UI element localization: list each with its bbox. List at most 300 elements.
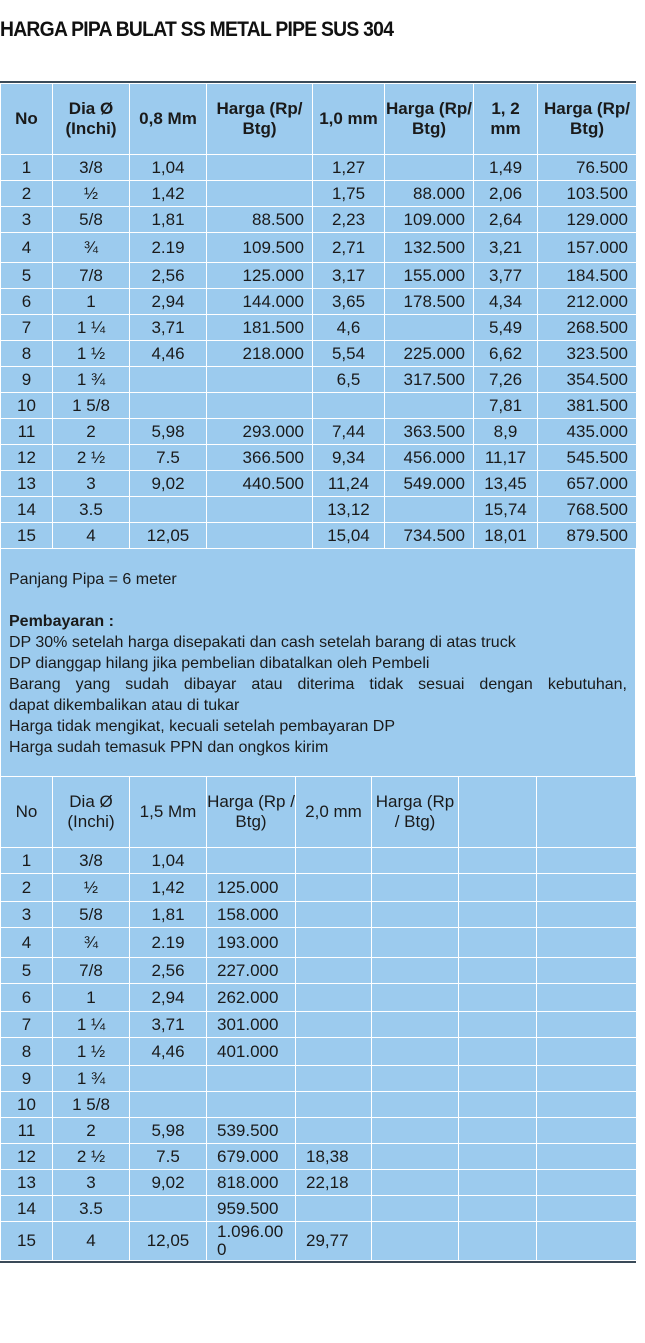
cell-no: 5 [1, 263, 53, 289]
cell-price: 301.000 [207, 1012, 296, 1038]
cell-price: 549.000 [385, 471, 474, 497]
table-row [1, 1170, 637, 1196]
cell-thickness [313, 393, 385, 419]
cell-diameter: 7/8 [53, 263, 130, 289]
cell-thickness: 13,12 [313, 497, 385, 523]
cell-diameter: 1 5/8 [53, 1092, 130, 1118]
cell-thickness [296, 1196, 372, 1222]
cell-no: 2 [1, 874, 53, 902]
header-price-1-2: Harga (Rp/ Btg) [538, 84, 637, 155]
cell-price: 109.500 [207, 233, 313, 263]
cell-thickness: 4,34 [474, 289, 538, 315]
cell-thickness [296, 1038, 372, 1066]
header-price-1-5: Harga (Rp / Btg) [207, 777, 296, 848]
table-row [1, 445, 637, 471]
payment-line: Harga tidak mengikat, kecuali setelah pembayaran DP [9, 718, 395, 735]
cell-no: 15 [1, 1222, 53, 1261]
cell-diameter: 3/8 [53, 848, 130, 874]
cell-thickness: 7,81 [474, 393, 538, 419]
cell-diameter: 2 ½ [53, 445, 130, 471]
header-empty [459, 777, 537, 848]
cell-diameter: 1 [53, 289, 130, 315]
cell-thickness: 5,54 [313, 341, 385, 367]
cell-no: 8 [1, 1038, 53, 1066]
cell-thickness: 12,05 [130, 1222, 207, 1261]
cell-thickness: 2,64 [474, 207, 538, 233]
cell-price: 323.500 [538, 341, 637, 367]
cell-diameter: 3.5 [53, 1196, 130, 1222]
header-price-1-0: Harga (Rp/ Btg) [385, 84, 474, 155]
table-row [1, 1038, 637, 1066]
cell-price: 125.000 [207, 874, 296, 902]
cell-price: 212.000 [538, 289, 637, 315]
cell-thickness: 18,01 [474, 523, 538, 549]
cell-thickness: 22,18 [296, 1170, 372, 1196]
cell-price: 381.500 [538, 393, 637, 419]
price-sheet [0, 81, 636, 1263]
cell-thickness: 4,46 [130, 341, 207, 367]
table-row [1, 367, 637, 393]
cell-no: 5 [1, 958, 53, 984]
cell-price: 129.000 [538, 207, 637, 233]
cell-price [207, 155, 313, 181]
cell-price: 158.000 [207, 902, 296, 928]
cell-thickness: 15,74 [474, 497, 538, 523]
table-row [1, 471, 637, 497]
cell-price [385, 393, 474, 419]
cell-price [537, 902, 637, 928]
cell-diameter: ½ [53, 874, 130, 902]
table-row [1, 1012, 637, 1038]
cell-thickness [459, 1066, 537, 1092]
cell-price: 88.500 [207, 207, 313, 233]
cell-price [537, 984, 637, 1012]
cell-thickness: 1,04 [130, 848, 207, 874]
cell-price [537, 928, 637, 958]
cell-thickness: 9,02 [130, 1170, 207, 1196]
cell-thickness [459, 902, 537, 928]
cell-thickness: 12,05 [130, 523, 207, 549]
cell-price: 193.000 [207, 928, 296, 958]
terms-notes [0, 549, 636, 776]
cell-price: 103.500 [538, 181, 637, 207]
cell-thickness [459, 1092, 537, 1118]
cell-thickness [130, 1196, 207, 1222]
cell-price [207, 497, 313, 523]
price-table-thick [0, 776, 637, 1261]
cell-price [537, 958, 637, 984]
payment-line: dapat dikembalikan atau di tukar [9, 697, 240, 714]
cell-price: 157.000 [538, 233, 637, 263]
cell-thickness: 4,6 [313, 315, 385, 341]
cell-diameter: 7/8 [53, 958, 130, 984]
cell-no: 15 [1, 523, 53, 549]
header-diameter: Dia Ø (Inchi) [53, 777, 130, 848]
cell-no: 9 [1, 367, 53, 393]
cell-diameter: 4 [53, 1222, 130, 1261]
header-price-2-0: Harga (Rp / Btg) [372, 777, 459, 848]
cell-thickness: 1,81 [130, 902, 207, 928]
cell-thickness [296, 958, 372, 984]
cell-diameter: 1 ½ [53, 1038, 130, 1066]
cell-price [372, 902, 459, 928]
cell-price: 125.000 [207, 263, 313, 289]
cell-diameter: ¾ [53, 928, 130, 958]
cell-no: 4 [1, 233, 53, 263]
cell-price [372, 874, 459, 902]
cell-diameter: 1 ½ [53, 341, 130, 367]
table-row [1, 233, 637, 263]
payment-line: Barang yang sudah dibayar atau diterima tidak sesuai dengan kebutuhan, [9, 676, 627, 693]
cell-thickness: 1,75 [313, 181, 385, 207]
cell-price: 88.000 [385, 181, 474, 207]
page-title: HARGA PIPA BULAT SS METAL PIPE SUS 304 [0, 18, 394, 41]
table-row [1, 874, 637, 902]
cell-price [537, 1066, 637, 1092]
cell-price [372, 848, 459, 874]
cell-price: 818.000 [207, 1170, 296, 1196]
table-row [1, 1144, 637, 1170]
header-thickness-1-2: 1, 2 mm [474, 84, 538, 155]
table-row [1, 181, 637, 207]
cell-thickness: 2,06 [474, 181, 538, 207]
cell-thickness: 15,04 [313, 523, 385, 549]
cell-no: 12 [1, 1144, 53, 1170]
cell-price: 132.500 [385, 233, 474, 263]
cell-price: 959.500 [207, 1196, 296, 1222]
cell-price: 1.096.000 [207, 1222, 296, 1261]
cell-price: 293.000 [207, 419, 313, 445]
cell-diameter: 3.5 [53, 497, 130, 523]
cell-no: 13 [1, 471, 53, 497]
cell-no: 10 [1, 1092, 53, 1118]
table-row [1, 902, 637, 928]
cell-price [207, 181, 313, 207]
payment-line: DP dianggap hilang jika pembelian dibatalkan oleh Pembeli [9, 655, 430, 672]
cell-diameter: 1 5/8 [53, 393, 130, 419]
cell-thickness: 7.5 [130, 1144, 207, 1170]
cell-price: 435.000 [538, 419, 637, 445]
header-no: No [1, 777, 53, 848]
cell-price [537, 1196, 637, 1222]
table-row [1, 848, 637, 874]
table-row [1, 263, 637, 289]
cell-diameter: 2 [53, 1118, 130, 1144]
cell-thickness: 9,02 [130, 471, 207, 497]
cell-no: 2 [1, 181, 53, 207]
cell-thickness: 2,71 [313, 233, 385, 263]
table-row [1, 1118, 637, 1144]
cell-thickness [459, 928, 537, 958]
cell-price [372, 1092, 459, 1118]
cell-price: 366.500 [207, 445, 313, 471]
cell-price [207, 393, 313, 419]
cell-price: 262.000 [207, 984, 296, 1012]
cell-price: 734.500 [385, 523, 474, 549]
cell-thickness [459, 1222, 537, 1261]
cell-thickness: 29,77 [296, 1222, 372, 1261]
cell-price: 184.500 [538, 263, 637, 289]
cell-thickness [459, 874, 537, 902]
cell-no: 7 [1, 1012, 53, 1038]
cell-thickness: 1,42 [130, 874, 207, 902]
cell-thickness: 2,56 [130, 263, 207, 289]
cell-thickness [459, 958, 537, 984]
cell-thickness: 7,26 [474, 367, 538, 393]
cell-thickness: 13,45 [474, 471, 538, 497]
cell-price [537, 848, 637, 874]
cell-price [537, 1012, 637, 1038]
cell-thickness [296, 902, 372, 928]
cell-price: 76.500 [538, 155, 637, 181]
cell-price [207, 848, 296, 874]
cell-diameter: 1 ¾ [53, 1066, 130, 1092]
cell-price: 440.500 [207, 471, 313, 497]
table-row [1, 984, 637, 1012]
cell-price: 317.500 [385, 367, 474, 393]
cell-diameter: 5/8 [53, 207, 130, 233]
cell-diameter: 1 [53, 984, 130, 1012]
cell-thickness: 9,34 [313, 445, 385, 471]
cell-price [372, 1066, 459, 1092]
cell-price: 227.000 [207, 958, 296, 984]
table2-header-row [1, 777, 637, 848]
cell-thickness [459, 848, 537, 874]
cell-thickness: 5,98 [130, 1118, 207, 1144]
cell-thickness: 2.19 [130, 233, 207, 263]
table-row [1, 497, 637, 523]
cell-price: 181.500 [207, 315, 313, 341]
cell-diameter: 5/8 [53, 902, 130, 928]
cell-thickness: 3,65 [313, 289, 385, 315]
cell-price: 363.500 [385, 419, 474, 445]
cell-thickness [296, 1066, 372, 1092]
cell-thickness: 6,62 [474, 341, 538, 367]
table-row [1, 523, 637, 549]
table-row [1, 958, 637, 984]
table-row [1, 1066, 637, 1092]
header-empty [537, 777, 637, 848]
cell-no: 6 [1, 289, 53, 315]
table-row [1, 928, 637, 958]
cell-price: 268.500 [538, 315, 637, 341]
cell-diameter: ½ [53, 181, 130, 207]
cell-thickness: 2.19 [130, 928, 207, 958]
header-thickness-2-0: 2,0 mm [296, 777, 372, 848]
table1-body [1, 155, 637, 549]
table-row [1, 393, 637, 419]
cell-diameter: 2 ½ [53, 1144, 130, 1170]
cell-thickness: 2,94 [130, 289, 207, 315]
cell-no: 11 [1, 419, 53, 445]
cell-price [537, 1092, 637, 1118]
cell-diameter: 1 ¾ [53, 367, 130, 393]
cell-thickness: 5,49 [474, 315, 538, 341]
cell-price [207, 1092, 296, 1118]
header-no: No [1, 84, 53, 155]
cell-price [372, 1196, 459, 1222]
cell-thickness: 1,81 [130, 207, 207, 233]
cell-no: 8 [1, 341, 53, 367]
cell-price [372, 1144, 459, 1170]
cell-thickness [296, 1092, 372, 1118]
cell-thickness [130, 367, 207, 393]
cell-no: 4 [1, 928, 53, 958]
cell-thickness: 3,21 [474, 233, 538, 263]
cell-thickness: 5,98 [130, 419, 207, 445]
cell-diameter: 4 [53, 523, 130, 549]
cell-price [537, 1144, 637, 1170]
table1-header-row [1, 84, 637, 155]
cell-thickness [296, 984, 372, 1012]
cell-thickness [459, 1170, 537, 1196]
cell-thickness: 18,38 [296, 1144, 372, 1170]
cell-diameter: 2 [53, 419, 130, 445]
cell-thickness: 3,71 [130, 1012, 207, 1038]
cell-thickness: 7,44 [313, 419, 385, 445]
pipe-length-note: Panjang Pipa = 6 meter [9, 571, 177, 588]
header-thickness-1-0: 1,0 mm [313, 84, 385, 155]
cell-no: 9 [1, 1066, 53, 1092]
cell-price [537, 1038, 637, 1066]
cell-price: 657.000 [538, 471, 637, 497]
cell-thickness: 3,71 [130, 315, 207, 341]
table-row [1, 419, 637, 445]
cell-thickness: 1,27 [313, 155, 385, 181]
cell-price: 225.000 [385, 341, 474, 367]
cell-thickness [459, 1118, 537, 1144]
cell-diameter: 3/8 [53, 155, 130, 181]
cell-diameter: 1 ¼ [53, 315, 130, 341]
table2-body [1, 848, 637, 1261]
cell-price [372, 1170, 459, 1196]
cell-thickness: 2,23 [313, 207, 385, 233]
cell-thickness [296, 1118, 372, 1144]
cell-price: 768.500 [538, 497, 637, 523]
cell-no: 10 [1, 393, 53, 419]
cell-thickness: 8,9 [474, 419, 538, 445]
table-row [1, 155, 637, 181]
cell-price: 144.000 [207, 289, 313, 315]
cell-thickness: 2,56 [130, 958, 207, 984]
table-row [1, 1222, 637, 1261]
cell-price [207, 1066, 296, 1092]
cell-price: 109.000 [385, 207, 474, 233]
cell-price [372, 1222, 459, 1261]
cell-thickness: 7.5 [130, 445, 207, 471]
table-row [1, 1092, 637, 1118]
cell-price [372, 1012, 459, 1038]
cell-no: 13 [1, 1170, 53, 1196]
cell-thickness [459, 1012, 537, 1038]
cell-no: 14 [1, 497, 53, 523]
cell-no: 14 [1, 1196, 53, 1222]
table-row [1, 289, 637, 315]
cell-diameter: 3 [53, 471, 130, 497]
cell-thickness: 3,17 [313, 263, 385, 289]
header-thickness-1-5: 1,5 Mm [130, 777, 207, 848]
cell-price: 218.000 [207, 341, 313, 367]
payment-line: DP 30% setelah harga disepakati dan cash setelah barang di atas truck [9, 634, 516, 651]
cell-price: 879.500 [538, 523, 637, 549]
cell-thickness [296, 874, 372, 902]
cell-thickness [296, 848, 372, 874]
cell-price [372, 958, 459, 984]
cell-thickness: 1,42 [130, 181, 207, 207]
cell-thickness: 3,77 [474, 263, 538, 289]
cell-no: 1 [1, 155, 53, 181]
cell-price [372, 1118, 459, 1144]
cell-no: 1 [1, 848, 53, 874]
cell-diameter: ¾ [53, 233, 130, 263]
cell-thickness: 1,04 [130, 155, 207, 181]
cell-thickness: 6,5 [313, 367, 385, 393]
cell-thickness [459, 984, 537, 1012]
cell-no: 3 [1, 902, 53, 928]
cell-no: 7 [1, 315, 53, 341]
cell-price [537, 874, 637, 902]
cell-thickness: 4,46 [130, 1038, 207, 1066]
cell-thickness: 11,24 [313, 471, 385, 497]
cell-thickness [130, 393, 207, 419]
cell-thickness: 2,94 [130, 984, 207, 1012]
cell-price: 155.000 [385, 263, 474, 289]
header-price-0-8: Harga (Rp/ Btg) [207, 84, 313, 155]
cell-no: 3 [1, 207, 53, 233]
cell-price [207, 523, 313, 549]
cell-price [537, 1118, 637, 1144]
payment-line: Harga sudah temasuk PPN dan ongkos kirim [9, 739, 329, 756]
cell-diameter: 3 [53, 1170, 130, 1196]
cell-no: 11 [1, 1118, 53, 1144]
cell-thickness [459, 1038, 537, 1066]
cell-price [207, 367, 313, 393]
cell-price [385, 315, 474, 341]
cell-price: 456.000 [385, 445, 474, 471]
cell-price: 545.500 [538, 445, 637, 471]
cell-price [372, 1038, 459, 1066]
cell-thickness [459, 1196, 537, 1222]
cell-price: 354.500 [538, 367, 637, 393]
cell-no: 12 [1, 445, 53, 471]
cell-thickness [296, 928, 372, 958]
cell-price [385, 155, 474, 181]
cell-thickness [130, 497, 207, 523]
table-row [1, 1196, 637, 1222]
table-row [1, 341, 637, 367]
cell-price [385, 497, 474, 523]
cell-price [372, 928, 459, 958]
cell-price: 679.000 [207, 1144, 296, 1170]
cell-price [537, 1222, 637, 1261]
cell-diameter: 1 ¼ [53, 1012, 130, 1038]
header-diameter: Dia Ø (Inchi) [53, 84, 130, 155]
cell-thickness [130, 1092, 207, 1118]
payment-heading: Pembayaran : [9, 613, 114, 630]
cell-thickness: 1,49 [474, 155, 538, 181]
cell-price: 539.500 [207, 1118, 296, 1144]
cell-price [372, 984, 459, 1012]
cell-thickness [130, 1066, 207, 1092]
cell-price: 178.500 [385, 289, 474, 315]
price-table-thin [0, 83, 637, 549]
cell-price: 401.000 [207, 1038, 296, 1066]
cell-thickness: 11,17 [474, 445, 538, 471]
cell-no: 6 [1, 984, 53, 1012]
cell-thickness [459, 1144, 537, 1170]
header-thickness-0-8: 0,8 Mm [130, 84, 207, 155]
cell-price [537, 1170, 637, 1196]
